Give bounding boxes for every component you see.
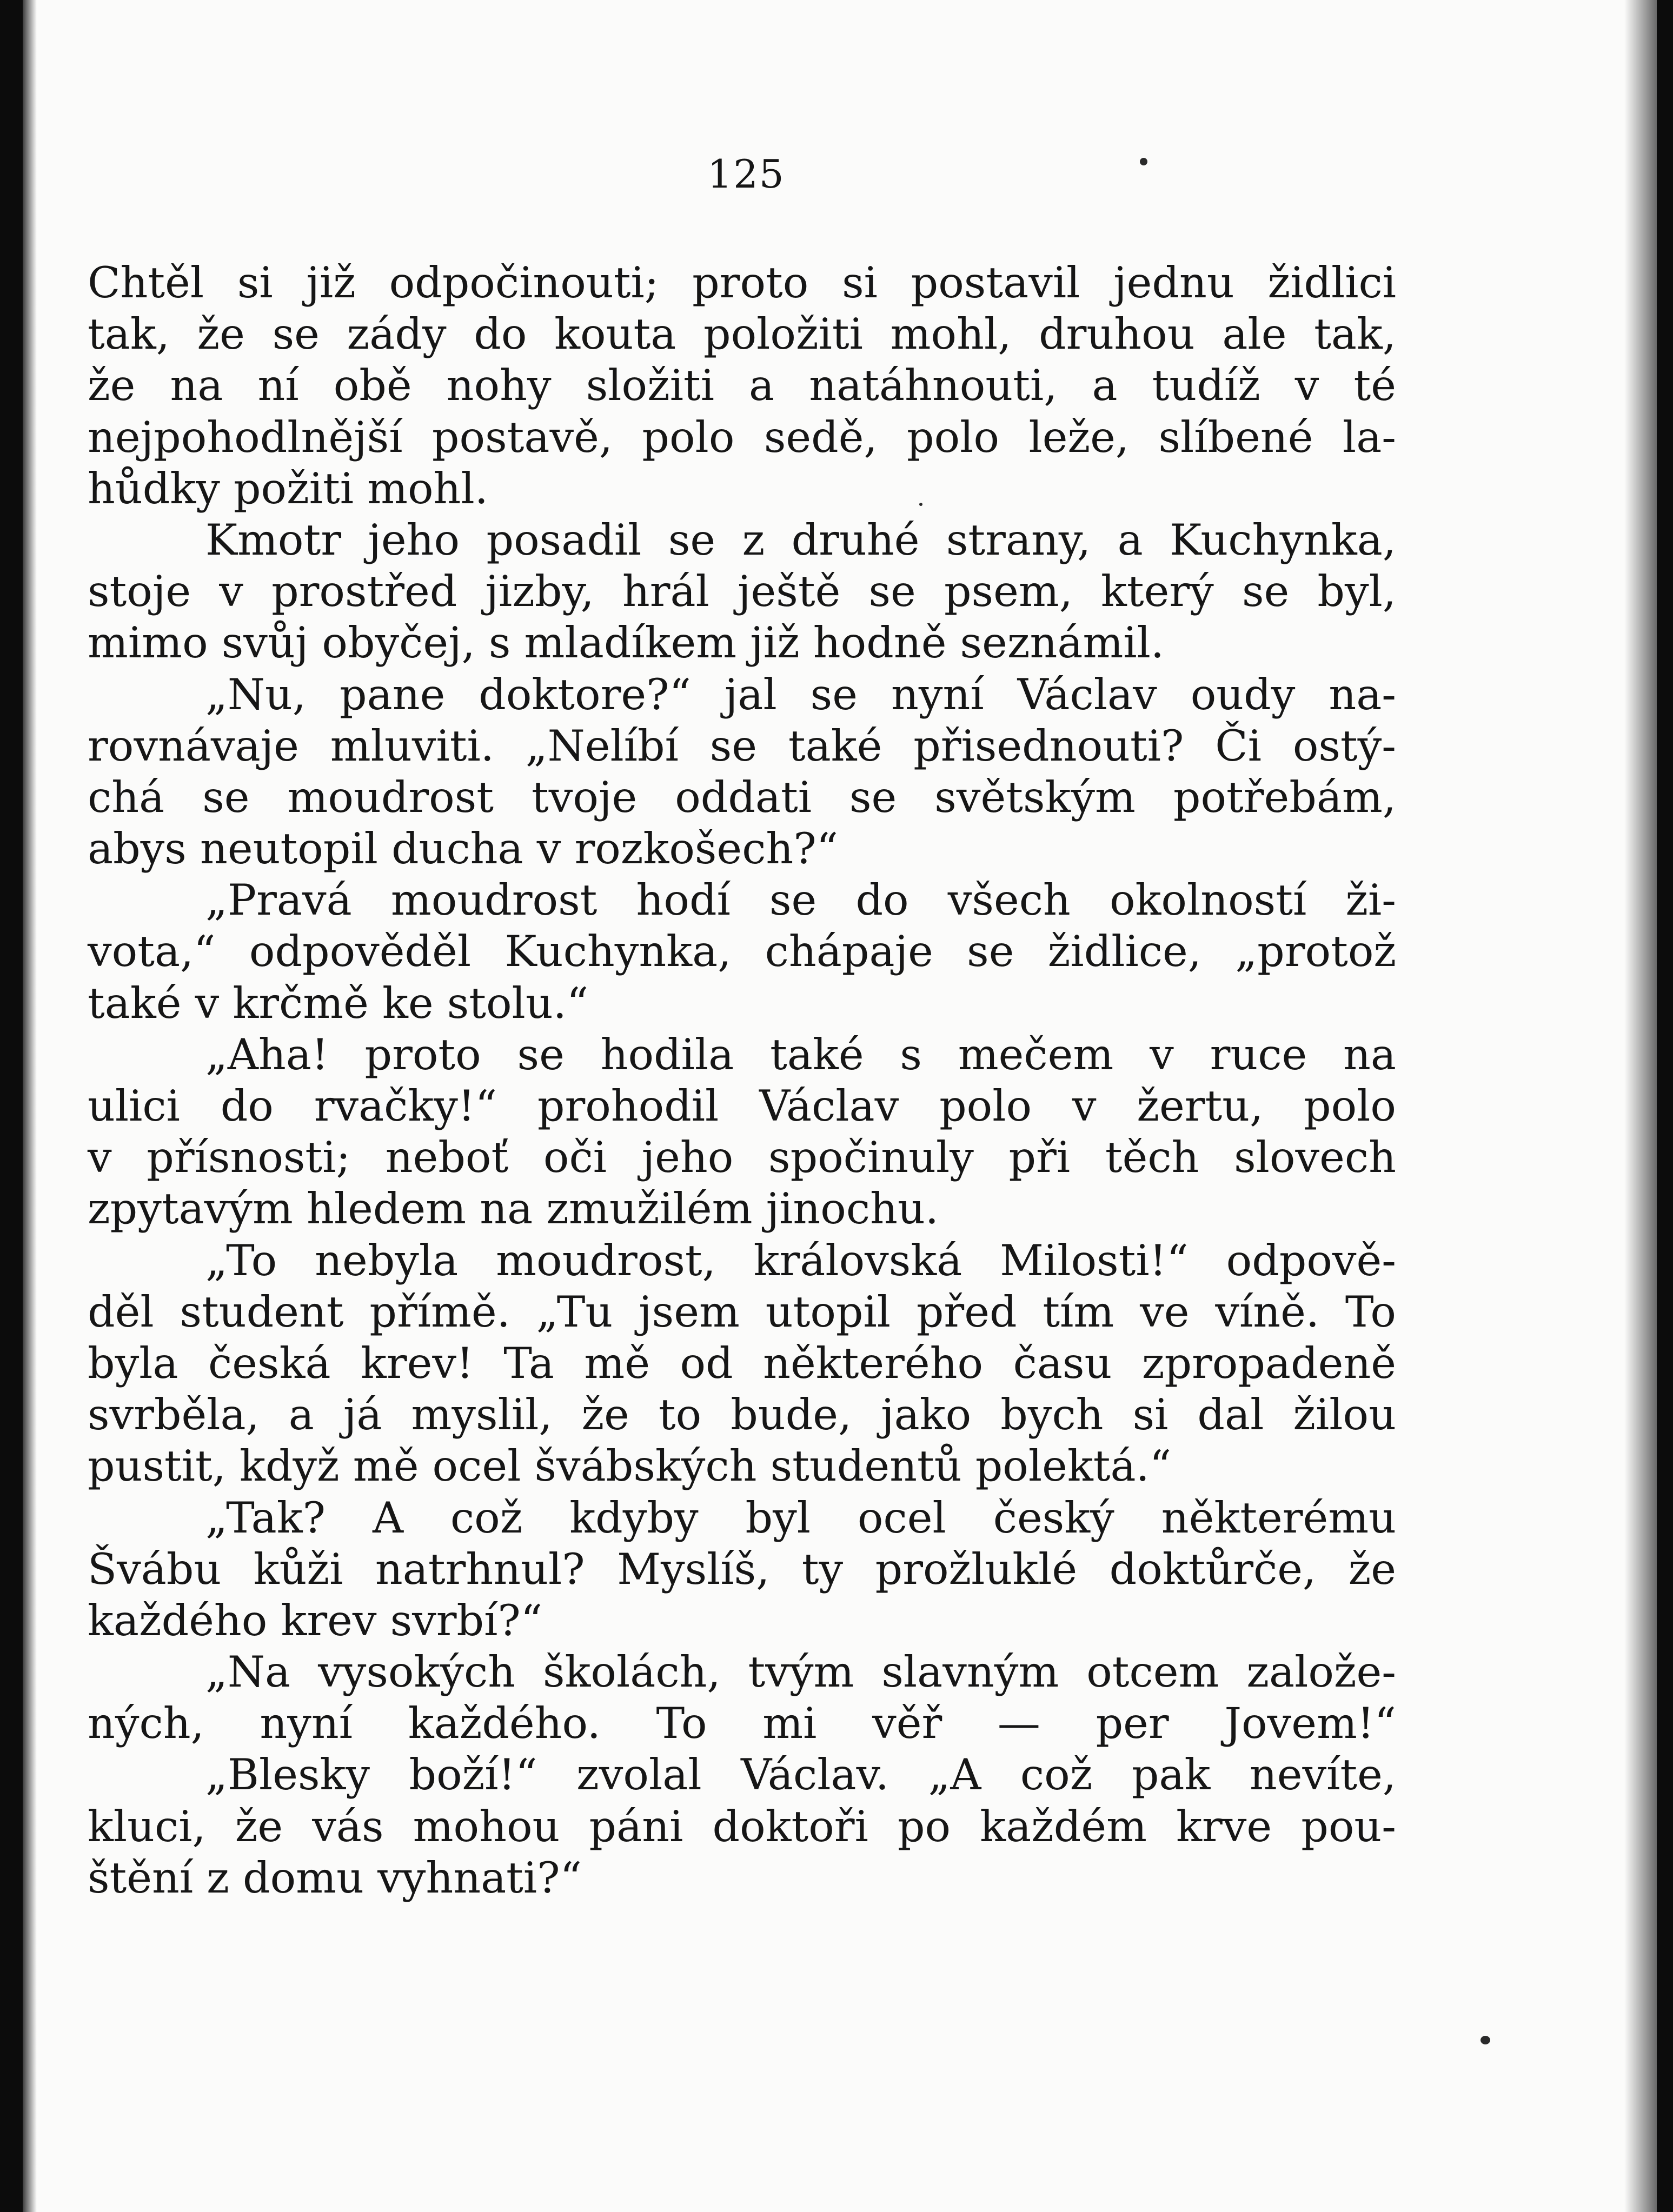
- scan-edge-left-shadow: [23, 0, 37, 2212]
- text-line: nejpohodlnější postavě, polo sedě, polo leže, slíbené la-: [88, 412, 1396, 462]
- text-line: abys neutopil ducha v rozkošech?“: [88, 824, 839, 874]
- text-line: také v krčmě ke stolu.“: [88, 978, 589, 1028]
- text-line: „Nu, pane doktore?“ jal se nyní Václav oudy na-: [205, 669, 1396, 719]
- text-line: „Pravá moudrost hodí se do všech okolností ži-: [205, 875, 1396, 925]
- text-line: „Tak? A což kdyby byl ocel český některému: [205, 1493, 1396, 1543]
- text-line: tak, že se zády do kouta položiti mohl, druhou ale tak,: [88, 309, 1396, 359]
- text-line: ných, nyní každého. To mi věř — per Jovem!“: [88, 1698, 1396, 1749]
- text-line: „To nebyla moudrost, královská Milosti!“ odpově-: [205, 1235, 1396, 1285]
- page-number: 125: [707, 151, 785, 197]
- text-line: hůdky požiti mohl.: [88, 463, 488, 514]
- text-line: „Aha! proto se hodila také s mečem v ruce na: [205, 1029, 1396, 1080]
- text-line: vota,“ odpověděl Kuchynka, chápaje se židlice, „protož: [88, 927, 1396, 977]
- scan-edge-right-shadow: [1624, 0, 1657, 2212]
- text-line: děl student přímě. „Tu jsem utopil před tím ve víně. To: [88, 1287, 1396, 1337]
- text-line: Kmotr jeho posadil se z druhé strany, a Kuchynka,: [205, 515, 1396, 565]
- text-line: rovnávaje mluviti. „Nelíbí se také přisednouti? Či ostý-: [88, 721, 1396, 771]
- text-line: kluci, že vás mohou páni doktoři po každém krve pou-: [88, 1801, 1396, 1851]
- text-line: ulici do rvačky!“ prohodil Václav polo v žertu, polo: [88, 1081, 1396, 1131]
- text-line: každého krev svrbí?“: [88, 1595, 543, 1645]
- scan-edge-right: [1657, 0, 1673, 2212]
- scan-speck: [1481, 2036, 1490, 2044]
- text-line: mimo svůj obyčej, s mladíkem již hodně seznámil.: [88, 618, 1165, 668]
- body-text: [88, 257, 1396, 1904]
- text-line: „Na vysokých školách, tvým slavným otcem založe-: [205, 1647, 1396, 1697]
- text-line: stoje v prostřed jizby, hrál ještě se psem, který se byl,: [88, 567, 1396, 617]
- text-line: v přísnosti; neboť oči jeho spočinuly při těch slovech: [88, 1132, 1396, 1183]
- text-line: štění z domu vyhnati?“: [88, 1853, 582, 1903]
- scan-edge-left: [0, 0, 23, 2212]
- text-line: Chtěl si již odpočinouti; proto si postavil jednu židlici: [88, 258, 1396, 308]
- text-line: byla česká krev! Ta mě od některého času zpropadeně: [88, 1338, 1396, 1388]
- text-line: „Blesky boží!“ zvolal Václav. „A což pak nevíte,: [205, 1750, 1396, 1800]
- text-line: že na ní obě nohy složiti a natáhnouti, a tudíž v té: [88, 361, 1396, 411]
- text-line: svrběla, a já myslil, že to bude, jako bych si dal žilou: [88, 1390, 1396, 1440]
- text-line: zpytavým hledem na zmužilém jinochu.: [88, 1184, 939, 1234]
- text-line: Švábu kůži natrhnul? Myslíš, ty prožluklé doktůrče, že: [88, 1544, 1396, 1594]
- text-line: pustit, když mě ocel švábských studentů polektá.“: [88, 1441, 1172, 1491]
- text-line: chá se moudrost tvoje oddati se světským potřebám,: [88, 772, 1396, 822]
